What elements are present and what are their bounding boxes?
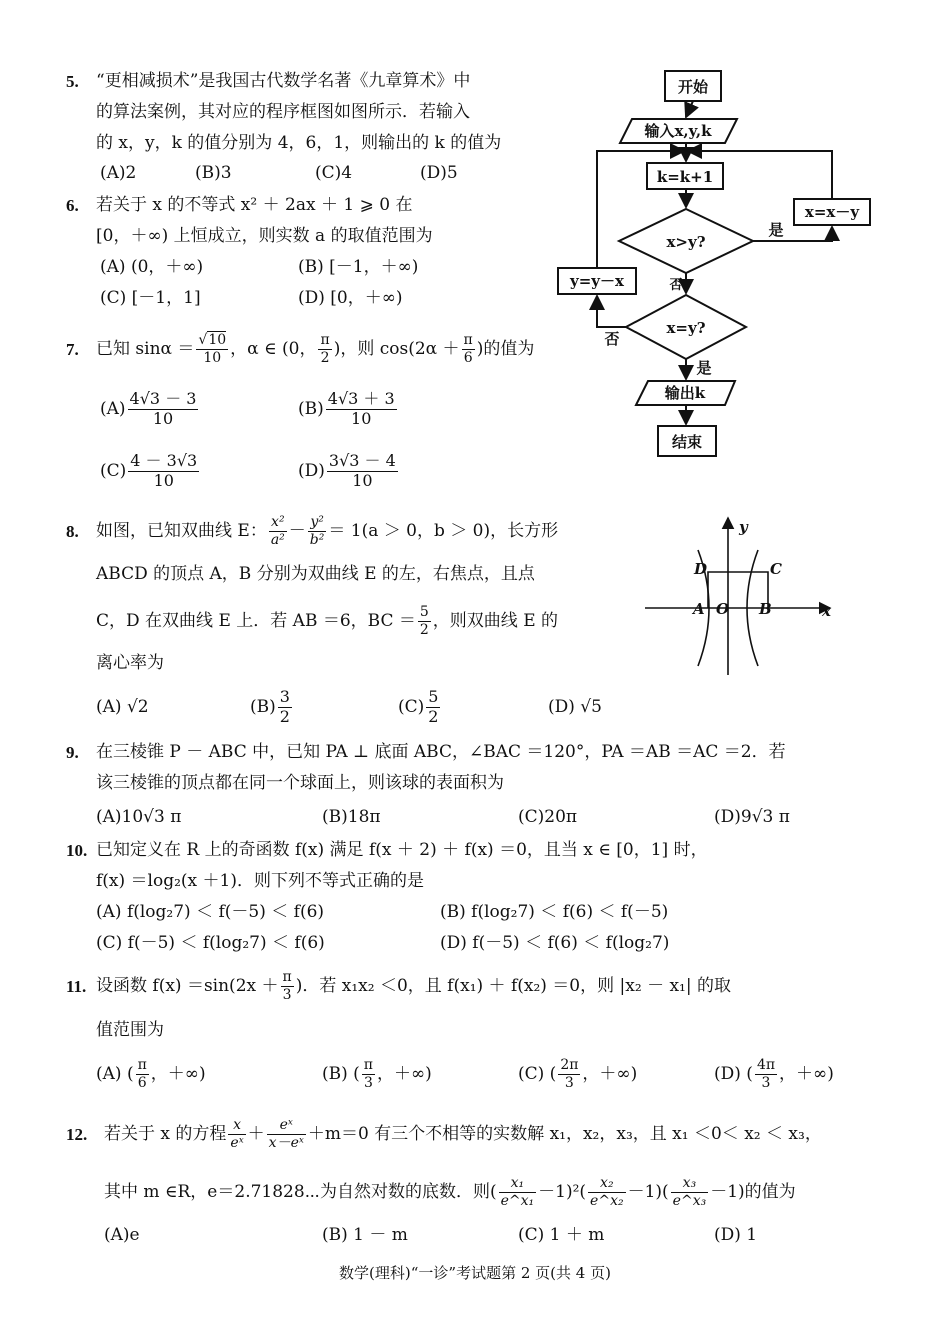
q10-line1: 已知定义在 R 上的奇函数 f(x) 满足 f(x ＋ 2) ＋ f(x) ＝0，且当 x ∈ [0，1] 时， xyxy=(96,840,708,860)
q7-number: 7. xyxy=(66,340,79,359)
q12-option-c: (C) 1 ＋ m xyxy=(518,1225,605,1245)
q7-two: 2 xyxy=(320,349,330,366)
q7-stem xyxy=(96,326,534,372)
q11-stem xyxy=(96,963,731,1009)
flow-xassign-text: x=x－y xyxy=(804,203,860,221)
q9-line1: 在三棱锥 P － ABC 中，已知 PA ⊥ 底面 ABC，∠BAC ＝120°，PA ＝AB ＝AC ＝2．若 xyxy=(96,742,786,762)
q12-part2: ＋m＝0 有三个不相等的实数解 x₁，x₂，x₃，且 x₁ ＜0＜ x₂ ＜ x₃， xyxy=(307,1123,822,1144)
hyperbola-figure xyxy=(640,510,840,680)
q11-frac-pi3 xyxy=(281,969,294,1002)
flow-end-text: 结束 xyxy=(671,433,703,451)
q7-frac-pi2 xyxy=(318,332,331,365)
q12-ex2b: e^x₂ xyxy=(590,1192,624,1209)
q7-a-label: (A) xyxy=(100,398,126,419)
q11-option-c xyxy=(518,1051,637,1097)
q12-ex1: e^x₁ xyxy=(500,1192,535,1209)
q6-line1: 若关于 x 的不等式 x² ＋ 2ax ＋ 1 ⩾ 0 在 xyxy=(96,195,413,215)
q11-d-label: (D) ( xyxy=(714,1063,753,1084)
flow-yes1-text: 是 xyxy=(768,221,784,239)
q7-option-c xyxy=(100,448,201,494)
q11-option-b xyxy=(322,1051,432,1097)
q7-b-frac xyxy=(326,390,397,428)
q11-b-label: (B) ( xyxy=(322,1063,360,1084)
q12-ex: eˣ xyxy=(230,1134,244,1151)
q8-two: 2 xyxy=(419,621,429,638)
q7-a-den: 10 xyxy=(152,408,174,428)
q12-frac-x-ex xyxy=(228,1117,245,1150)
q11-b-frac xyxy=(362,1057,375,1090)
q11-option-a xyxy=(96,1051,206,1097)
q8-option-b xyxy=(250,684,294,730)
q11-three: 3 xyxy=(282,986,292,1003)
q7-part2: ，α ∈ (0， xyxy=(230,338,317,359)
q7-frac-sqrt10: $\frac{√10}{10}$ xyxy=(198,332,227,366)
q12-sq: －1)²( xyxy=(538,1181,587,1202)
q12-x2: x₂ xyxy=(588,1175,626,1192)
q8-five: 5 xyxy=(419,604,429,621)
q8-line4: 离心率为 xyxy=(96,653,164,673)
q5-option-d: (D)5 xyxy=(420,163,458,183)
graph-o-label: O xyxy=(716,600,730,618)
q11-option-d xyxy=(714,1051,834,1097)
q11-b-tail: ，＋∞) xyxy=(377,1063,432,1084)
q7-d-frac xyxy=(327,452,398,490)
graph-a-label: A xyxy=(693,600,705,618)
q11-pi: π xyxy=(282,969,292,986)
q7-d-num: 3√3 － 4 xyxy=(328,451,396,471)
q11-b-den: 3 xyxy=(363,1074,373,1091)
q7-den10: 10 xyxy=(203,349,222,366)
graph-y-label: y xyxy=(739,518,748,536)
graph-d-label: D xyxy=(694,560,708,578)
q11-a-den: 6 xyxy=(137,1074,147,1091)
graph-c-label: C xyxy=(770,560,782,578)
q6-option-d: (D) [0，＋∞) xyxy=(298,288,403,308)
q7-a-frac xyxy=(128,390,199,428)
q8-c-den: 2 xyxy=(428,706,439,726)
q12-xmex: x－eˣ xyxy=(268,1134,304,1151)
q7-six: 6 xyxy=(463,349,473,366)
q11-part2: )．若 x₁x₂ ＜0，且 f(x₁) ＋ f(x₂) ＝0，则 |x₂ － x₁| 的取 xyxy=(295,975,732,996)
q12-option-b: (B) 1 － m xyxy=(322,1225,408,1245)
q8-frac-bc xyxy=(418,604,431,637)
q8-y2: y² xyxy=(308,514,327,531)
q8-line2: ABCD 的顶点 A，B 分别为双曲线 E 的左，右焦点，且点 xyxy=(96,564,535,584)
q8-line3a: C，D 在双曲线 E 上．若 AB ＝6，BC ＝ xyxy=(96,610,416,631)
q11-part1: 设函数 f(x) ＝sin(2x ＋ xyxy=(96,975,279,996)
q8-c-frac xyxy=(426,688,440,726)
q6-option-a: (A) (0，＋∞) xyxy=(100,257,204,277)
q8-b-den: 2 xyxy=(279,706,290,726)
q7-sqrt10: 10 xyxy=(208,332,227,349)
flow-yassign-text: y=y－x xyxy=(570,272,624,290)
flow-kinc-text: k=k+1 xyxy=(656,168,714,186)
q10-number: 10. xyxy=(66,841,88,860)
q11-c-label: (C) ( xyxy=(518,1063,557,1084)
q12-frac-ex-xmex xyxy=(267,1117,306,1150)
graph-b-label: B xyxy=(759,600,772,618)
q8-c-num: 5 xyxy=(428,687,439,707)
q12-line2b: －1)的值为 xyxy=(710,1181,796,1202)
q7-d-den: 10 xyxy=(352,470,373,490)
q6-option-b: (B) [－1，＋∞) xyxy=(298,257,419,277)
q8-option-d: (D) √5 xyxy=(548,697,602,717)
q9-option-a: (A)10√3 π xyxy=(96,807,182,827)
q8-b2: b² xyxy=(309,531,325,548)
q7-b-label: (B) xyxy=(298,398,324,419)
q7-b-num: 4√3 ＋ 3 xyxy=(327,389,395,409)
flow-no1-text: 否 xyxy=(669,278,683,293)
q8-c-label: (C) xyxy=(398,696,425,717)
q8-frac-y xyxy=(308,514,327,547)
q12-x: x xyxy=(228,1117,245,1134)
q7-a-num: 4√3 － 3 xyxy=(129,389,197,409)
q6-line2: [0，＋∞) 上恒成立，则实数 a 的取值范围为 xyxy=(96,226,433,246)
q5-option-a: (A)2 xyxy=(100,163,137,183)
q5-option-c: (C)4 xyxy=(315,163,353,183)
q7-d-label: (D) xyxy=(298,460,325,481)
q7-option-b xyxy=(298,386,399,432)
q8-minus: － xyxy=(288,520,306,541)
q7-b-den: 10 xyxy=(351,408,372,428)
q11-d-den: 3 xyxy=(761,1074,771,1091)
q10-option-d: (D) f(－5) ＜ f(6) ＜ f(log₂7) xyxy=(440,933,670,953)
q9-number: 9. xyxy=(66,743,79,762)
flow-no2-text: 否 xyxy=(604,330,620,348)
q7-part4: )的值为 xyxy=(476,338,535,359)
q5-line1: “更相减损术”是我国古代数学名著《九章算术》中 xyxy=(96,71,471,91)
q12-ex3: e^x₃ xyxy=(672,1192,707,1209)
q8-frac-x xyxy=(269,514,287,547)
q11-b-num: π xyxy=(363,1057,373,1074)
q11-a-tail: ，＋∞) xyxy=(150,1063,206,1084)
q7-c-den: 10 xyxy=(153,470,174,490)
q12-line2a: 其中 m ∈R，e＝2.71828⋯为自然对数的底数．则( xyxy=(104,1181,497,1202)
q5-option-b: (B)3 xyxy=(195,163,232,183)
q11-a-num: π xyxy=(137,1057,147,1074)
q9-option-d: (D)9√3 π xyxy=(714,807,790,827)
q9-option-b: (B)18π xyxy=(322,807,381,827)
flow-cond2-text: x=y? xyxy=(666,319,706,337)
q8-stem xyxy=(96,508,558,554)
q12-stem xyxy=(104,1111,822,1157)
q11-a-frac xyxy=(136,1057,149,1090)
q11-c-frac xyxy=(558,1057,580,1090)
q8-part1: 如图，已知双曲线 E： xyxy=(96,520,267,541)
q7-option-a xyxy=(100,386,200,432)
q5-line2: 的算法案例，其对应的程序框图如图所示．若输入 xyxy=(96,102,470,122)
q12-number: 12. xyxy=(66,1125,88,1144)
q9-option-c: (C)20π xyxy=(518,807,578,827)
q12-line2 xyxy=(104,1169,796,1215)
q12-m1: －1)( xyxy=(627,1181,669,1202)
q11-line2: 值范围为 xyxy=(96,1020,164,1040)
q5-number: 5. xyxy=(66,72,79,91)
q8-b-frac xyxy=(278,688,292,726)
q8-number: 8. xyxy=(66,522,79,541)
q10-option-b: (B) f(log₂7) ＜ f(6) ＜ f(－5) xyxy=(440,902,669,922)
q11-d-frac xyxy=(755,1057,777,1090)
q12-plus: ＋ xyxy=(247,1123,265,1144)
q7-c-label: (C) xyxy=(100,460,127,481)
q9-line2: 该三棱锥的顶点都在同一个球面上，则该球的表面积为 xyxy=(96,773,504,793)
q8-b-num: 3 xyxy=(279,687,290,707)
q11-c-num: 2π xyxy=(560,1057,579,1074)
q7-part1: 已知 sinα ＝ xyxy=(96,338,195,359)
flow-start-text: 开始 xyxy=(677,78,709,96)
q11-a-label: (A) ( xyxy=(96,1063,134,1084)
flowchart xyxy=(550,65,890,465)
q8-x2: x² xyxy=(269,514,287,531)
q8-part2: ＝ 1(a ＞ 0，b ＞ 0)，长方形 xyxy=(328,520,559,541)
q5-line3: 的 x，y，k 的值分别为 4，6，1，则输出的 k 的值为 xyxy=(96,133,502,153)
q7-pi-b: π xyxy=(463,332,473,349)
q12-frac-3 xyxy=(671,1175,709,1208)
q8-option-a: (A) √2 xyxy=(96,697,149,717)
q10-line2: f(x) ＝log₂(x ＋1)．则下列不等式正确的是 xyxy=(96,871,424,891)
q7-frac-pi6 xyxy=(462,332,475,365)
q7-option-d xyxy=(298,448,400,494)
q11-c-tail: ，＋∞) xyxy=(582,1063,638,1084)
q11-c-den: 3 xyxy=(564,1074,574,1091)
q8-b-label: (B) xyxy=(250,696,276,717)
q12-part1: 若关于 x 的方程 xyxy=(104,1123,227,1144)
q11-number: 11. xyxy=(66,977,87,996)
q12-x1: x₁ xyxy=(499,1175,537,1192)
q11-d-num: 4π xyxy=(756,1057,776,1074)
q11-d-tail: ，＋∞) xyxy=(779,1063,834,1084)
q12-option-a: (A)e xyxy=(104,1225,140,1245)
flow-cond1-text: x>y? xyxy=(666,233,706,251)
q8-line3b: ，则双曲线 E 的 xyxy=(432,610,559,631)
q8-a2: a² xyxy=(270,531,285,548)
q6-number: 6. xyxy=(66,196,79,215)
q8-option-c xyxy=(398,684,442,730)
q12-ex2: eˣ xyxy=(267,1117,306,1134)
q12-x3: x₃ xyxy=(671,1175,709,1192)
flow-input-text: 输入x,y,k xyxy=(644,122,712,140)
q7-c-frac xyxy=(128,452,199,490)
page-footer: 数学(理科)“一诊”考试题第 2 页(共 4 页) xyxy=(339,1264,611,1282)
q8-line3 xyxy=(96,598,558,644)
graph-x-label: x xyxy=(822,602,831,620)
q12-frac-1 xyxy=(499,1175,537,1208)
q10-option-c: (C) f(－5) ＜ f(log₂7) ＜ f(6) xyxy=(96,933,325,953)
q12-option-d: (D) 1 xyxy=(714,1225,758,1245)
q6-option-c: (C) [－1，1] xyxy=(100,288,201,308)
q12-frac-2 xyxy=(588,1175,626,1208)
q10-option-a: (A) f(log₂7) ＜ f(－5) ＜ f(6) xyxy=(96,902,325,922)
q7-part3: )，则 cos(2α ＋ xyxy=(333,338,460,359)
flow-output-text: 输出k xyxy=(664,384,706,402)
q7-c-num: 4 － 3√3 xyxy=(130,451,198,471)
flow-yes2-text: 是 xyxy=(696,359,712,377)
q7-pi-a: π xyxy=(320,332,330,349)
